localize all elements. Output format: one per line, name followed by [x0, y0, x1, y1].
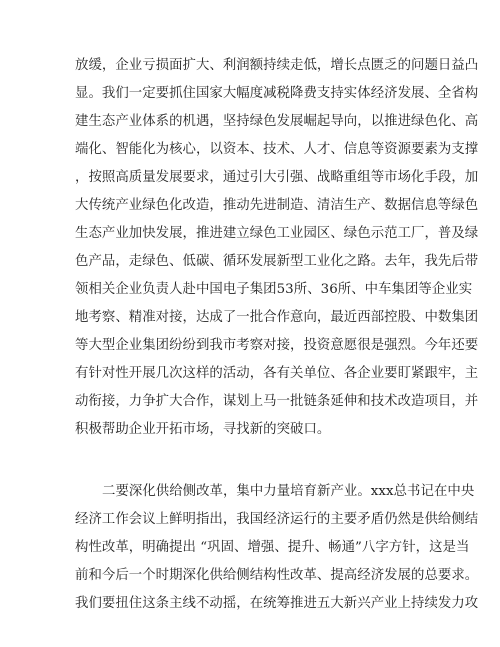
text-line: 有针对性开展几次这样的活动，各有关单位、各企业要盯紧跟牢，主	[75, 366, 479, 381]
text-line: 大传统产业绿色化改造，推动先进制造、清洁生产、数据信息等绿色	[75, 198, 479, 213]
text-line: 我们要扭住这条主线不动摇，在统筹推进五大新兴产业上持续发力攻	[75, 596, 479, 611]
text-line: 领相关企业负责人赴中国电子集团53所、36所、中车集团等企业实	[75, 282, 473, 297]
text-line: 积极帮助企业开拓市场，寻找新的突破口。	[75, 422, 331, 437]
text-line: 端化、智能化为核心，以资本、技术、人才、信息等资源要素为支撑	[75, 142, 479, 157]
text-line: 放缓，企业亏损面扩大、利润额持续走低，增长点匮乏的问题日益凸	[75, 58, 479, 73]
text-line: 二要深化供给侧改革，集中力量培育新产业。xxx总书记在中央	[102, 484, 475, 499]
text-line: 等大型企业集团纷纷到我市考察对接，投资意愿很是强烈。今年还要	[75, 338, 479, 353]
text-line: 动衔接，力争扩大合作，谋划上马一批链条延伸和技术改造项目，并	[75, 394, 479, 409]
text-line: 色产品，走绿色、低碳、循环发展新型工业化之路。去年，我先后带	[75, 254, 479, 269]
text-line: ，按照高质量发展要求，通过引大引强、战略重组等市场化手段，加	[75, 170, 479, 185]
text-line: 建生态产业体系的机遇，坚持绿色发展崛起导向，以推进绿色化、高	[75, 114, 479, 129]
text-line: 构性改革，明确提出 “巩固、增强、提升、畅通”八字方针，这是当	[75, 540, 470, 555]
text-line: 经济工作会议上鲜明指出，我国经济运行的主要矛盾仍然是供给侧结	[75, 512, 479, 527]
text-line: 显。我们一定要抓住国家大幅度减税降费支持实体经济发展、全省构	[75, 86, 479, 101]
text-line: 生态产业加快发展，推进建立绿色工业园区、绿色示范工厂，普及绿	[75, 226, 479, 241]
text-line: 地考察、精准对接，达成了一批合作意向，最近西部控股、中数集团	[75, 310, 479, 325]
text-line: 前和今后一个时期深化供给侧结构性改革、提高经济发展的总要求。	[75, 568, 479, 583]
